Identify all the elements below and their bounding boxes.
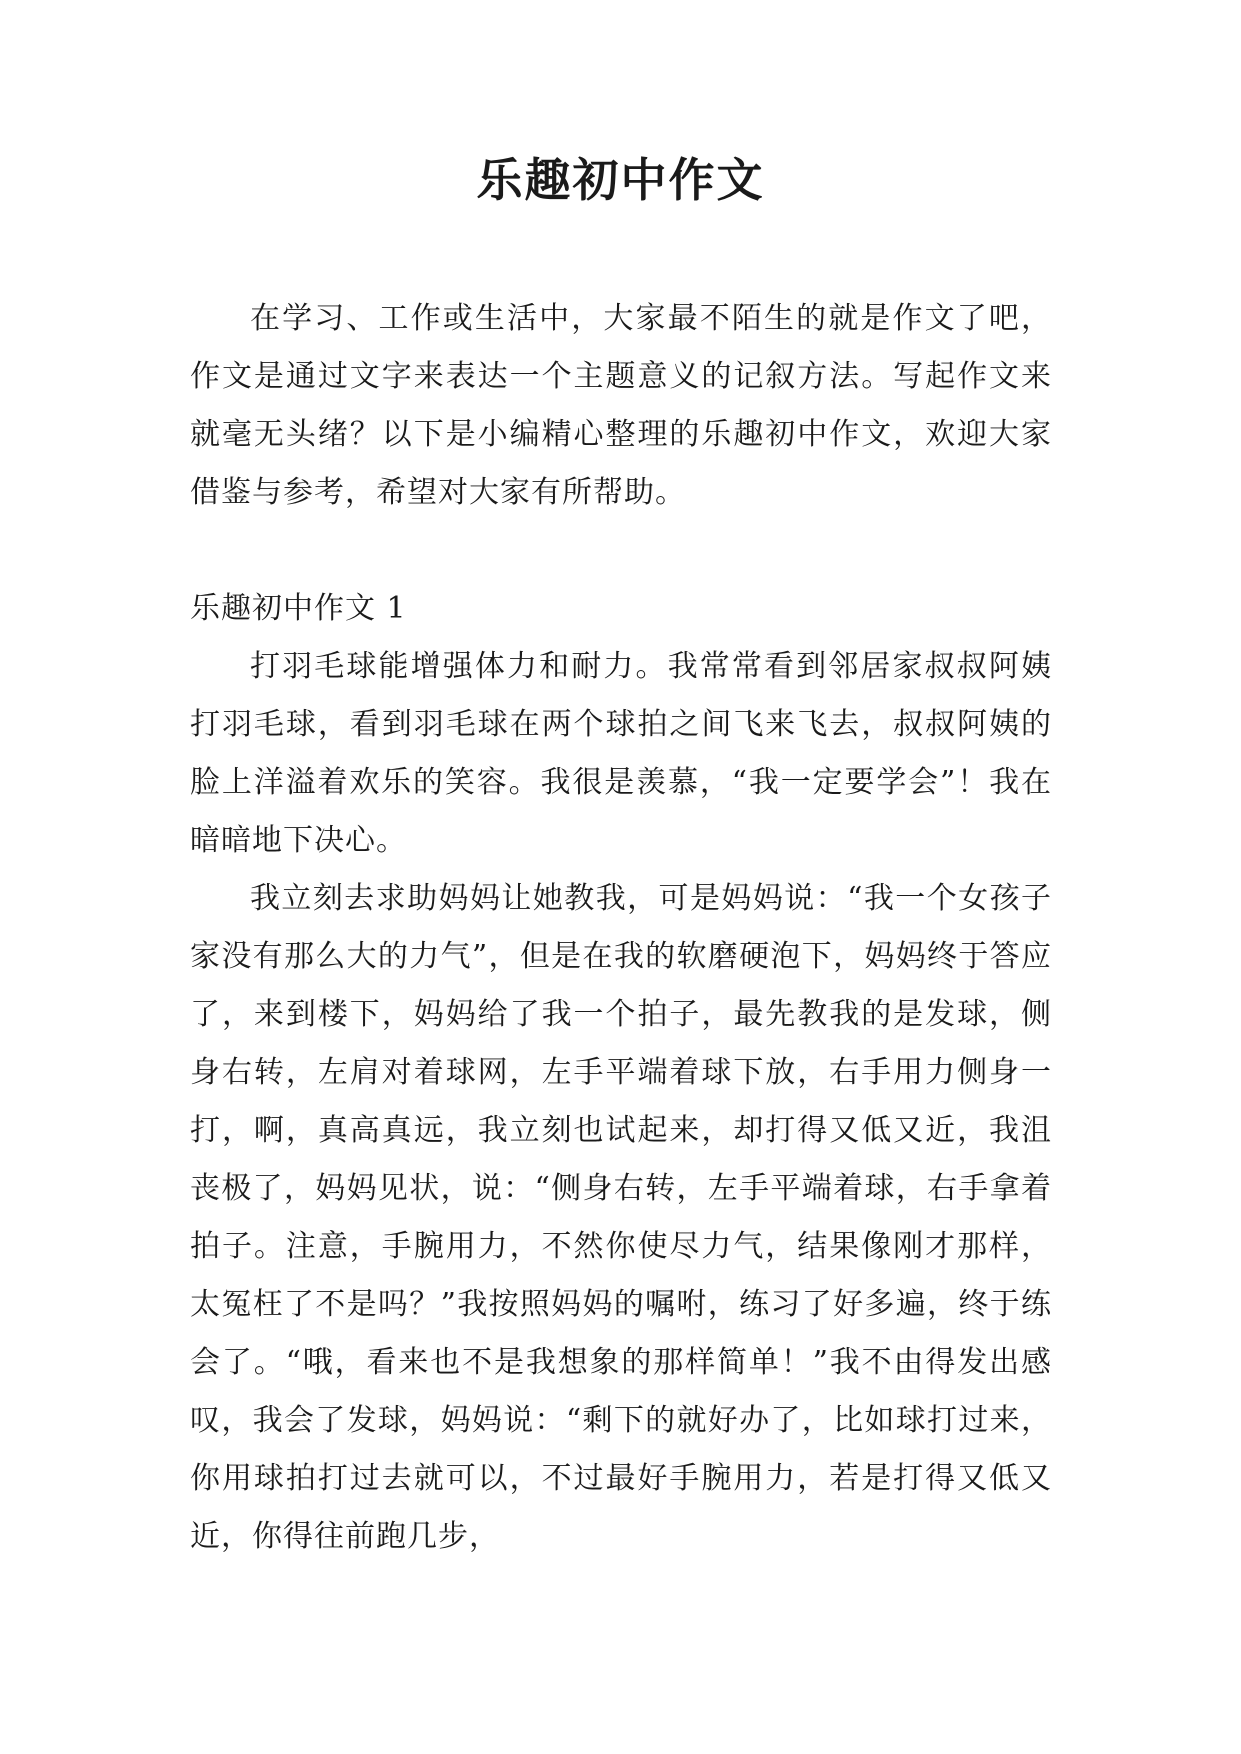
section-heading: 乐趣初中作文 1 [190,591,407,626]
body-paragraph-2: 我立刻去求助妈妈让她教我，可是妈妈说：“我一个女孩子家没有那么大的力气”，但是在我的软磨硬泡下，妈妈终于答应了，来到楼下，妈妈给了我一个拍子，最先教我的是发球，侧身右转，左肩对着球网，左手平端着球下放，右手用力侧身一打，啊，真高真远，我立刻也试起来，却打得又低又近，我沮丧极了，妈妈见状，说：“侧身右转，左手平端着球，右手拿着拍子。注意，手腕用力，不然你使尽力气，结果像刚才那样，太冤枉了不是吗？”我按照妈妈的嘱咐，练习了好多遍，终于练会了。“哦，看来也不是我想象的那样简单！”我不由得发出感叹，我会了发球，妈妈说：“剩下的就好办了，比如球打过来，你用球拍打过去就可以，不过最好手腕用力，若是打得又低又近，你得往前跑几步， [190,881,1052,1554]
document-body [190,290,1052,1566]
body-paragraph-1: 打羽毛球能增强体力和耐力。我常常看到邻居家叔叔阿姨打羽毛球，看到羽毛球在两个球拍之间飞来飞去，叔叔阿姨的脸上洋溢着欢乐的笑容。我很是羡慕，“我一定要学会”！我在暗暗地下决心。 [190,649,1052,858]
document-title: 乐趣初中作文 [476,153,765,207]
intro-paragraph: 在学习、工作或生活中，大家最不陌生的就是作文了吧，作文是通过文字来表达一个主题意义的记叙方法。写起作文来就毫无头绪？以下是小编精心整理的乐趣初中作文，欢迎大家借鉴与参考，希望对大家有所帮助。 [190,301,1052,510]
